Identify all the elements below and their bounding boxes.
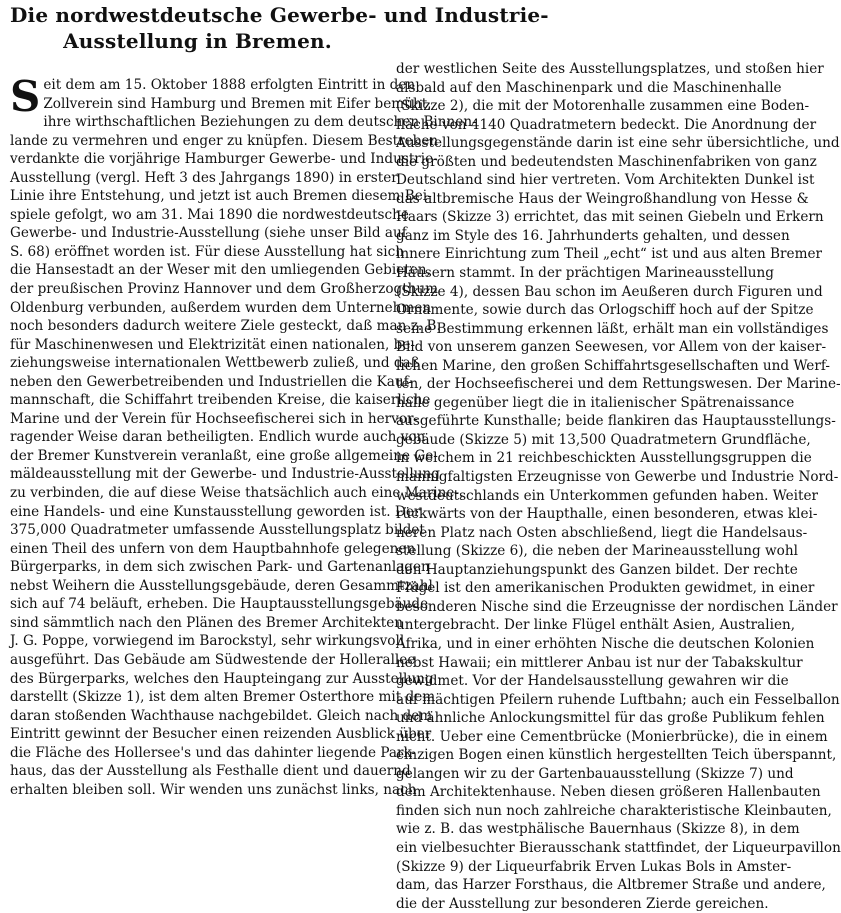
text-line: spiele gefolgt, wo am 31. Mai 1890 die nordwestdeutsche (10, 206, 409, 223)
text-line: Zollverein sind Hamburg und Bremen mit Eifer bemüht, (43, 95, 432, 112)
text-line: gelangen wir zu der Gartenbauausstellung (Skizze 7) und (396, 765, 794, 782)
text-line: die größten und bedeutendsten Maschinenfabriken von ganz (396, 153, 817, 170)
text-line: (Skizze 9) der Liqueurfabrik Erven Lukas Bols in Amster- (396, 858, 792, 875)
text-line: mannigfaltigsten Erzeugnisse von Gewerbe und Industrie Nord- (396, 469, 839, 486)
text-line: Eintritt gewinnt der Besucher einen reizenden Ausblick über (10, 726, 432, 743)
text-line: lichen Marine, den großen Schiffahrtsgesellschaften und Werf- (396, 357, 830, 374)
text-line: noch besonders dadurch weitere Ziele gesteckt, daß man z. B. (10, 318, 441, 335)
text-line: rückwärts von der Haupthalle, einen besonderen, etwas klei- (396, 506, 818, 523)
text-line: zu verbinden, die auf diese Weise thatsächlich auch eine Marine-, (10, 485, 464, 502)
text-line: Gewerbe- und Industrie-Ausstellung (siehe unser Bild auf (10, 225, 407, 242)
text-line: innere Einrichtung zum Theil „echt“ ist und aus alten Bremer (396, 246, 822, 263)
text-line: die Fläche des Hollersee's und das dahinter liegende Park- (10, 744, 417, 761)
text-line: finden sich nun noch zahlreiche charakteristische Kleinbauten, (396, 802, 832, 819)
text-line: das altbremische Haus der Weingroßhandlung von Hesse & (396, 190, 809, 207)
text-line: seine Bestimmung erkennen läßt, erhält man ein vollständiges (396, 320, 829, 337)
text-line: haus, das der Ausstellung als Festhalle dient und dauernd (10, 763, 411, 780)
drop-cap: S (10, 72, 41, 121)
text-line: wie z. B. das westphälische Bauernhaus (Skizze 8), in dem (396, 821, 800, 838)
text-line: westdeutschlands ein Unterkommen gefunden haben. Weiter (396, 487, 819, 504)
text-line: nebst Weihern die Ausstellungsgebäude, deren Gesammtzahl (10, 577, 433, 594)
text-line: besonderen Nische sind die Erzeugnisse der nordischen Länder (396, 598, 838, 615)
text-line: (Skizze 2), die mit der Motorenhalle zusammen eine Boden- (396, 98, 810, 115)
text-line: eine Handels- und eine Kunstausstellung geworden ist. Der (10, 503, 421, 520)
text-line: nebst Hawaii; ein mittlerer Anbau ist nur der Tabakskultur (396, 654, 803, 671)
text-line: fläche von 4140 Quadratmetern bedeckt. Die Anordnung der (396, 116, 817, 133)
left-column (10, 72, 477, 799)
text-line: untergebracht. Der linke Flügel enthält Asien, Australien, (396, 617, 796, 634)
right-column (396, 60, 841, 913)
text-line: der preußischen Provinz Hannover und dem Großherzogthum (10, 281, 439, 298)
text-line: dam, das Harzer Forsthaus, die Altbremer Straße und andere, (396, 877, 826, 894)
text-line: Bürgerparks, in dem sich zwischen Park- und Gartenanlagen (10, 559, 430, 576)
text-line: eit dem am 15. Oktober 1888 erfolgten Eintritt in den (43, 77, 416, 93)
text-line: ragender Weise daran betheiligten. Endlich wurde auch von (10, 429, 426, 446)
text-line: ihre wirthschaftlichen Beziehungen zu dem deutschen Binnen- (43, 114, 477, 131)
text-line: gewidmet. Vor der Handelsausstellung gewahren wir die (396, 673, 789, 690)
text-line: halle gegenüber liegt die in italienischer Spätrenaissance (396, 394, 795, 411)
text-line: ziehungsweise internationalen Wettbewerb zuließ, und daß (10, 355, 420, 372)
text-line: Marine und der Verein für Hochseefischerei sich in hervor- (10, 410, 419, 427)
text-line: S. 68) eröffnet worden ist. Für diese Ausstellung hat sich (10, 243, 404, 260)
text-line: ausgeführte Kunsthalle; beide flankiren das Hauptausstellungs- (396, 413, 836, 430)
text-line: den Hauptanziehungspunkt des Ganzen bildet. Der rechte (396, 561, 798, 578)
text-line: ten, der Hochseefischerei und dem Rettungswesen. Der Marine- (396, 376, 841, 393)
text-line: Haars (Skizze 3) errichtet, das mit seinen Giebeln und Erkern (396, 209, 824, 226)
text-line: J. G. Poppe, vorwiegend im Barockstyl, sehr wirkungsvoll (10, 633, 405, 650)
text-line: mannschaft, die Schiffahrt treibenden Kreise, die kaiserliche (10, 392, 431, 409)
text-line: neren Platz nach Osten abschließend, liegt die Handelsaus- (396, 524, 808, 541)
text-line: der Bremer Kunstverein veranlaßt, eine große allgemeine Ge- (10, 447, 438, 464)
text-line: lande zu vermehren und enger zu knüpfen. Diesem Bestreben (10, 132, 439, 149)
text-line: Oldenburg verbunden, außerdem wurden dem Unternehmen (10, 299, 432, 316)
text-line: sind sämmtlich nach den Plänen des Bremer Architekten (10, 614, 404, 631)
text-line: die der Ausstellung zur besonderen Zierde gereichen. (396, 895, 769, 912)
text-line: ausgeführt. Das Gebäude am Südwestende der Hollerallee (10, 651, 416, 668)
text-line: sich auf 74 beläuft, erheben. Die Hauptausstellungsgebäude (10, 596, 429, 613)
text-line: Deutschland sind hier vertreten. Vom Architekten Dunkel ist (396, 172, 815, 189)
text-line: 375,000 Quadratmeter umfassende Ausstellungsplatz bildet (10, 522, 425, 539)
text-line: Häusern stammt. In der prächtigen Marineausstellung (396, 265, 774, 282)
text-line: einen Theil des unfern von dem Hauptbahnhofe gelegenen (10, 540, 416, 557)
text-line: nicht. Ueber eine Cementbrücke (Monierbrücke), die in einem (396, 728, 828, 745)
text-line: für Maschinenwesen und Elektrizität einen nationalen, be- (10, 336, 416, 353)
text-line: Ausstellung (vergl. Heft 3 des Jahrgangs 1890) in erster (10, 169, 398, 186)
text-line: Ausstellungsgegenstände darin ist eine sehr übersichtliche, und (396, 135, 840, 152)
text-line: ein vielbesuchter Bierausschank stattfindet, der Liqueurpavillon (396, 839, 841, 856)
text-line: alsbald auf den Maschinenpark und die Maschinenhalle (396, 79, 782, 96)
text-line: gebäude (Skizze 5) mit 13,500 Quadratmetern Grundfläche, (396, 431, 811, 448)
text-line: Flügel ist den amerikanischen Produkten gewidmet, in einer (396, 580, 815, 597)
text-line: darstellt (Skizze 1), ist dem alten Bremer Osterthore mit dem (10, 689, 436, 706)
text-line: Ornamente, sowie durch das Orlogschiff hoch auf der Spitze (396, 302, 814, 319)
title-line-2: Ausstellung in Bremen. (63, 29, 332, 53)
text-line: und ähnliche Anlockungsmittel für das große Publikum fehlen (396, 710, 825, 727)
text-line: auf mächtigen Pfeilern ruhende Luftbahn; auch ein Fesselballon (396, 691, 840, 708)
text-line: daran stoßenden Wachthause nachgebildet. Gleich nach dem (10, 707, 433, 724)
text-line: der westlichen Seite des Ausstellungsplatzes, und stoßen hier (396, 61, 824, 77)
text-line: stellung (Skizze 6), die neben der Marineausstellung wohl (396, 543, 798, 560)
text-line: des Bürgerparks, welches den Haupteingang zur Ausstellung (10, 670, 434, 687)
text-line: die Hansestadt an der Weser mit den umliegenden Gebieten, (10, 262, 431, 279)
text-line: in welchem in 21 reichbeschickten Ausstellungsgruppen die (396, 450, 812, 467)
article-title (10, 2, 549, 54)
text-line: verdankte die vorjährige Hamburger Gewerbe- und Industrie- (10, 151, 438, 168)
text-line: dem Architektenhause. Neben diesen größeren Hallenbauten (396, 784, 821, 801)
text-line: mäldeausstellung mit der Gewerbe- und Industrie-Ausstellung (10, 466, 440, 483)
text-line: (Skizze 4), dessen Bau schon im Aeußeren durch Figuren und (396, 283, 823, 300)
text-line: einzigen Bogen einen künstlich hergestellten Teich überspannt, (396, 747, 837, 764)
text-line: Linie ihre Entstehung, und jetzt ist auch Bremen diesem Bei- (10, 188, 432, 205)
text-line: ganz im Style des 16. Jahrhunderts gehalten, und dessen (396, 227, 790, 244)
title-line-1: Die nordwestdeutsche Gewerbe- und Industrie- (10, 3, 549, 27)
text-line: neben den Gewerbetreibenden und Industriellen die Kauf- (10, 373, 413, 390)
text-line: erhalten bleiben soll. Wir wenden uns zunächst links, nach (10, 781, 417, 798)
text-line: Bild von unserem ganzen Seewesen, vor Allem von der kaiser- (396, 339, 827, 356)
text-line: Afrika, und in einer erhöhten Nische die deutschen Kolonien (396, 635, 815, 652)
